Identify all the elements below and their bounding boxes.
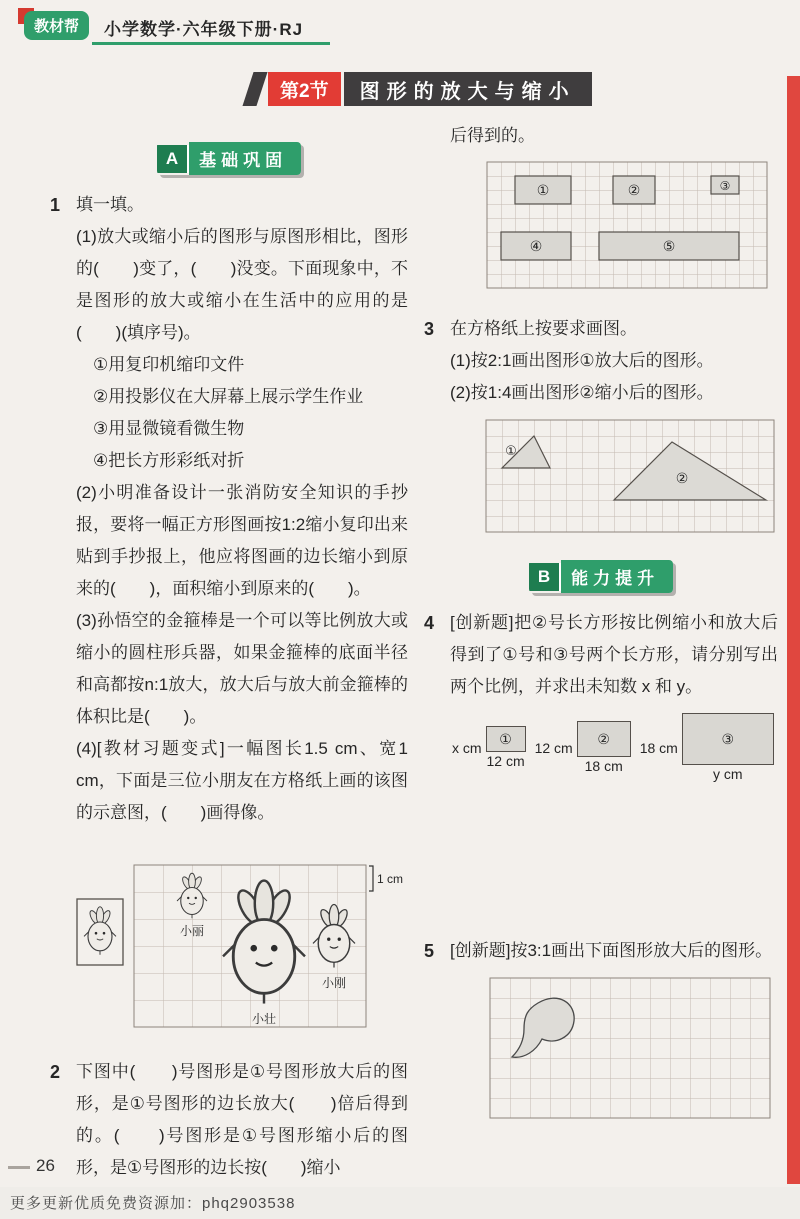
question-4	[424, 607, 778, 703]
question-3-number: 3	[424, 319, 435, 339]
q1-option-2: ②用投影仪在大屏幕上展示学生作业	[93, 387, 364, 406]
question-5-number: 5	[424, 941, 435, 961]
unit-bracket	[369, 866, 373, 891]
xiaogang-label: 小刚	[321, 976, 347, 990]
footer-note: 更多更新优质免费资源加：phq2903538	[10, 1195, 296, 1212]
q2-continuation: 后得到的。	[450, 126, 535, 145]
xiaozhuang-label: 小壮	[251, 1012, 277, 1026]
right-column	[424, 120, 778, 1136]
answer-space	[424, 787, 778, 935]
figure-triangles	[480, 415, 778, 544]
book-title: 小学数学·六年级下册·RJ	[104, 20, 304, 39]
section-number: 第2节	[268, 72, 341, 106]
section-title-bar	[248, 72, 592, 106]
triangle-1-label: ①	[505, 443, 517, 458]
question-3	[424, 313, 778, 409]
q1-part2: (2)小明准备设计一张消防安全知识的手抄报，要将一幅正方形图画按1:2缩小复印出来贴到手抄报上，他应将图画的边长缩小到原来的( )，面积缩小到原来的( )。	[76, 483, 408, 598]
badge-b-label: 能力提升	[561, 560, 673, 593]
question-1-number: 1	[50, 195, 61, 215]
q1-option-3: ③用显微镜看微生物	[93, 419, 245, 438]
question-2	[50, 1056, 408, 1184]
page-number: 26	[36, 1156, 55, 1175]
rect-3: ③	[682, 713, 774, 765]
badge-b-letter: B	[529, 563, 561, 591]
q4-text: [创新题]把②号长方形按比例缩小和放大后得到了①号和③号两个长方形，请分别写出两个比例，并求出未知数 x 和 y。	[450, 613, 778, 696]
radish-grid-svg	[76, 835, 406, 1035]
rect-3-height-label: 18 cm	[639, 740, 678, 756]
question-4-number: 4	[424, 613, 435, 633]
rect-unit-3	[640, 713, 774, 783]
rect-unit-1	[452, 726, 526, 770]
badge-a-label: 基础巩固	[189, 142, 301, 175]
brand-badge: 教材帮	[24, 11, 89, 40]
section-title: 图形的放大与缩小	[344, 72, 592, 106]
q5-text: [创新题]按3:1画出下面图形放大后的图形。	[450, 941, 773, 960]
grid-area	[486, 420, 774, 532]
question-5	[424, 935, 778, 967]
rect-4-label: ④	[529, 238, 543, 254]
question-2-number: 2	[50, 1062, 61, 1082]
q1-part3: (3)孙悟空的金箍棒是一个可以等比例放大或缩小的圆柱形兵器，如果金箍棒的底面半径和高都按n:1放大，放大后与放大前金箍棒的体积比是( )。	[76, 611, 408, 726]
page-edge-strip	[787, 76, 800, 1184]
rect-unit-2	[535, 721, 631, 775]
question-1	[50, 189, 408, 1054]
rect-2-label: ②	[627, 182, 641, 198]
rectangles-grid-svg	[480, 158, 780, 300]
q3-part1: (1)按2:1画出图形①放大后的图形。	[450, 351, 714, 370]
figure-radish-grid	[76, 835, 408, 1046]
figure-proportion-rectangles	[452, 713, 778, 783]
left-column	[50, 142, 408, 1186]
rect-2-height-label: 12 cm	[534, 740, 573, 756]
badge-a-letter: A	[157, 145, 189, 173]
rect-1-height-label: x cm	[452, 740, 482, 756]
q1-title: 填一填。	[76, 195, 144, 214]
unit-label: 1 cm	[377, 872, 404, 886]
rect-1: ①	[486, 726, 526, 752]
xiaoli-label: 小丽	[179, 924, 205, 938]
rect-2-width-label: 18 cm	[584, 758, 623, 774]
rect-1-width-label: 12 cm	[486, 753, 525, 769]
q1-part1: (1)放大或缩小后的图形与原图形相比，图形的( )变了，( )没变。下面现象中，不是图形的放大或缩小在生活中的应用的是( )(填序号)。	[76, 227, 408, 342]
badge-basic-practice	[157, 142, 301, 175]
page-number-deco	[8, 1166, 30, 1169]
header-underline	[92, 42, 330, 45]
comma-grid-svg	[480, 973, 780, 1123]
triangles-grid-svg	[480, 415, 780, 539]
rect-2: ②	[577, 721, 631, 757]
rect-3-width-label: y cm	[713, 766, 743, 782]
triangle-2-label: ②	[675, 470, 689, 486]
q1-option-4: ④把长方形彩纸对折	[93, 451, 245, 470]
q2-text: 下图中( )号图形是①号图形放大后的图形，是①号图形的边长放大( )倍后得到的。( )号图形是①号图形缩小后的图形，是①号图形的边长按( )缩小	[76, 1062, 408, 1177]
figure-comma-grid	[480, 973, 778, 1128]
q3-title: 在方格纸上按要求画图。	[450, 319, 637, 338]
q3-part2: (2)按1:4画出图形②缩小后的图形。	[450, 383, 714, 402]
badge-ability-boost	[529, 560, 673, 593]
section-deco	[242, 72, 267, 106]
rect-1-label: ①	[536, 182, 550, 198]
q1-option-1: ①用复印机缩印文件	[93, 355, 245, 374]
rect-5-label: ⑤	[662, 238, 676, 254]
rect-3-label: ③	[719, 179, 731, 193]
figure-numbered-rectangles	[480, 158, 778, 305]
q1-part4: (4)[教材习题变式]一幅图长1.5 cm、宽1 cm，下面是三位小朋友在方格纸上画的该图的示意图，( )画得像。	[76, 739, 408, 822]
